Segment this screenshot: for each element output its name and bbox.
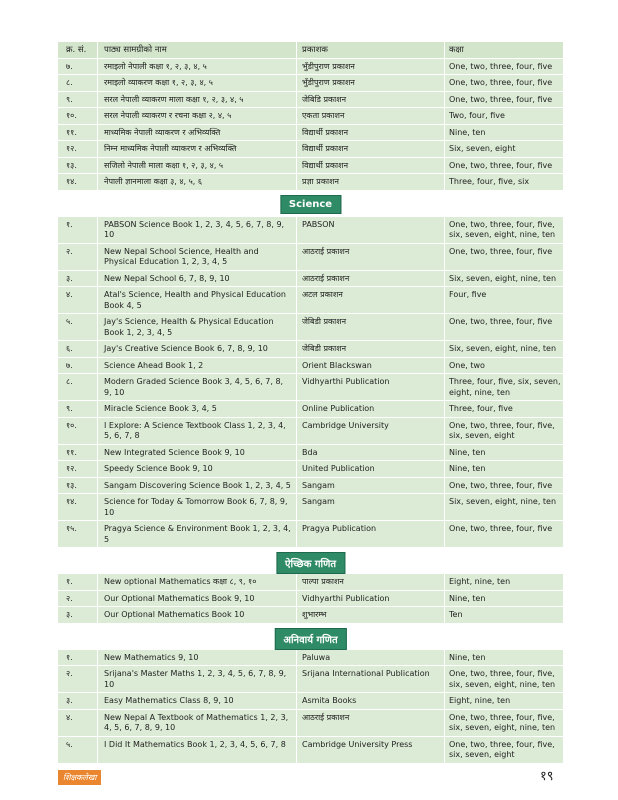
cell-publisher: जेबिडी प्रकाशन [297, 314, 445, 340]
table-row [58, 271, 563, 288]
cell-sn: ३. [58, 271, 98, 287]
cell-title: माध्यमिक नेपाली व्याकरण र अभिव्यक्ति [98, 125, 297, 141]
cell-class: Nine, ten [449, 127, 486, 137]
cell-sn: २. [58, 244, 98, 270]
cell-publisher: Paluwa [297, 650, 445, 666]
cell-publisher: Vidhyarthi Publication [297, 374, 445, 400]
cell-title: New Nepal School Science, Health and Physical Education 1, 2, 3, 4, 5 [98, 244, 297, 270]
cell-sn: ८. [58, 374, 98, 400]
cell-title: Speedy Science Book 9, 10 [98, 461, 297, 477]
cell-title: सरल नेपाली व्याकरण र रचना कक्षा २, ४, ५ [98, 108, 297, 124]
cell-title: Srijana's Master Maths 1, 2, 3, 4, 5, 6, 7, 8, 9, 10 [98, 666, 297, 692]
cell-title: Easy Mathematics Class 8, 9, 10 [98, 693, 297, 709]
table-row [58, 108, 563, 125]
cell-sn: १. [58, 574, 98, 590]
cell-title: Science Ahead Book 1, 2 [98, 358, 297, 374]
table-row [58, 141, 563, 158]
footer-tag: शिक्षकलेखा [58, 770, 101, 785]
cell-publisher: आठराई प्रकाशन [297, 710, 445, 736]
compulsory-math-rows [58, 650, 563, 764]
cell-class: Nine, ten [449, 464, 486, 473]
nepali-rows [58, 59, 563, 191]
section-science [58, 191, 563, 217]
textbook-table [58, 42, 563, 764]
cell-class: One, two, three, four, five, six, seven, eight, nine, ten [449, 219, 556, 239]
cell-sn: ६. [58, 341, 98, 357]
table-row [58, 521, 563, 548]
cell-publisher: विद्यार्थी प्रकाशन [297, 158, 445, 174]
cell-sn: ९. [58, 401, 98, 417]
cell-title: New Mathematics 9, 10 [98, 650, 297, 666]
cell-class: Eight, nine, ten [449, 696, 511, 705]
cell-class: Nine, ten [449, 593, 486, 603]
cell-class: Six, seven, eight, nine, ten [449, 497, 557, 506]
section-optional-math-label: ऐच्छिक गणित [276, 552, 345, 574]
table-row [58, 666, 563, 693]
cell-publisher: Bda [297, 445, 445, 461]
cell-class: One, two, three, four, five [449, 78, 553, 87]
cell-sn: १३. [58, 158, 98, 174]
cell-title: सरल नेपाली व्याकरण माला कक्षा १, २, ३, ४, ५ [98, 92, 297, 108]
section-compulsory-math-label: अनिवार्य गणित [274, 628, 346, 650]
cell-publisher: भुँडीपुराण प्रकाशन [297, 59, 445, 75]
cell-publisher: Cambridge University [297, 418, 445, 444]
cell-sn: १०. [58, 418, 98, 444]
cell-class: Three, four, five [449, 404, 513, 413]
table-header [58, 42, 563, 59]
cell-title: PABSON Science Book 1, 2, 3, 4, 5, 6, 7, 8, 9, 10 [98, 217, 297, 243]
cell-class: One, two, three, four, five [449, 524, 553, 533]
header-publisher: प्रकाशक [297, 42, 445, 58]
cell-publisher: भुँडीपुराण प्रकाशन [297, 75, 445, 91]
table-row [58, 358, 563, 375]
table-row [58, 461, 563, 478]
table-row [58, 591, 563, 608]
cell-class: One, two, three, four, five, six, seven, eight, nine, ten [449, 712, 556, 732]
cell-publisher: विद्यार्थी प्रकाशन [297, 141, 445, 157]
table-row [58, 75, 563, 92]
section-optional-math [58, 548, 563, 574]
table-row [58, 737, 563, 764]
cell-class: Six, seven, eight, nine, ten [449, 344, 557, 353]
cell-sn: ३. [58, 607, 98, 623]
table-row [58, 574, 563, 591]
cell-sn: १०. [58, 108, 98, 124]
header-title: पाठ्य सामग्रीको नाम [98, 42, 297, 58]
cell-publisher: Online Publication [297, 401, 445, 417]
cell-title: Miracle Science Book 3, 4, 5 [98, 401, 297, 417]
cell-title: Pragya Science & Environment Book 1, 2, 3, 4, 5 [98, 521, 297, 547]
cell-title: New Integrated Science Book 9, 10 [98, 445, 297, 461]
cell-publisher: Sangam [297, 494, 445, 520]
cell-title: New Nepal School 6, 7, 8, 9, 10 [98, 271, 297, 287]
cell-sn: १५. [58, 521, 98, 547]
table-row [58, 158, 563, 175]
cell-title: Jay's Creative Science Book 6, 7, 8, 9, 10 [98, 341, 297, 357]
cell-title: Modern Graded Science Book 3, 4, 5, 6, 7, 8, 9, 10 [98, 374, 297, 400]
cell-publisher: Cambridge University Press [297, 737, 445, 763]
table-row [58, 374, 563, 401]
cell-class: One, two, three, four, five [449, 246, 553, 256]
table-row [58, 693, 563, 710]
table-row [58, 445, 563, 462]
cell-sn: ७. [58, 358, 98, 374]
cell-title: निम्न माध्यमिक नेपाली व्याकरण र अभिव्यक्ति [98, 141, 297, 157]
cell-sn: ११. [58, 445, 98, 461]
cell-publisher: United Publication [297, 461, 445, 477]
cell-title: Sangam Discovering Science Book 1, 2, 3, 4, 5 [98, 478, 297, 494]
cell-class: One, two, three, four, five [449, 61, 553, 71]
cell-sn: १. [58, 650, 98, 666]
cell-class: One, two, three, four, five, six, seven, eight [449, 739, 555, 759]
cell-publisher: एकता प्रकाशन [297, 108, 445, 124]
header-class: कक्षा [449, 45, 464, 55]
cell-publisher: प्रज्ञा प्रकाशन [297, 174, 445, 190]
cell-sn: ११. [58, 125, 98, 141]
cell-sn: ५. [58, 737, 98, 763]
cell-class: Six, seven, eight, nine, ten [449, 273, 557, 283]
cell-class: Nine, ten [449, 652, 486, 662]
cell-publisher: जेबिडि प्रकाशन [297, 92, 445, 108]
header-sn: क्र. सं. [58, 42, 98, 58]
cell-class: Ten [449, 610, 463, 619]
table-row [58, 125, 563, 142]
cell-publisher: PABSON [297, 217, 445, 243]
table-row [58, 217, 563, 244]
cell-sn: ८. [58, 75, 98, 91]
cell-publisher: Pragya Publication [297, 521, 445, 547]
cell-class: Three, four, five, six [449, 177, 530, 186]
cell-class: Four, five [449, 290, 487, 299]
cell-title: Science for Today & Tomorrow Book 6, 7, 8, 9, 10 [98, 494, 297, 520]
cell-publisher: Srijana International Publication [297, 666, 445, 692]
cell-title: I Explore: A Science Textbook Class 1, 2, 3, 4, 5, 6, 7, 8 [98, 418, 297, 444]
cell-title: सजिलो नेपाली माला कक्षा १, २, ३, ४, ५ [98, 158, 297, 174]
cell-publisher: Asmita Books [297, 693, 445, 709]
table-row [58, 174, 563, 191]
cell-sn: ४. [58, 710, 98, 736]
cell-publisher: विद्यार्थी प्रकाशन [297, 125, 445, 141]
cell-title: New optional Mathematics कक्षा ८, ९, १० [98, 574, 297, 590]
cell-publisher: जेबिडी प्रकाशन [297, 341, 445, 357]
cell-publisher: Orient Blackswan [297, 358, 445, 374]
table-row [58, 710, 563, 737]
cell-publisher: Vidhyarthi Publication [297, 591, 445, 607]
science-rows [58, 217, 563, 549]
cell-publisher: शुभारम्भ [297, 607, 445, 623]
cell-title: Our Optional Mathematics Book 9, 10 [98, 591, 297, 607]
cell-title: रमाइलो नेपाली कक्षा १, २, ३, ४, ५ [98, 59, 297, 75]
cell-title: Our Optional Mathematics Book 10 [98, 607, 297, 623]
cell-class: Eight, nine, ten [449, 577, 511, 586]
cell-publisher: पाल्पा प्रकाशन [297, 574, 445, 590]
cell-publisher: Sangam [297, 478, 445, 494]
cell-class: One, two, three, four, five [449, 160, 553, 170]
section-compulsory-math [58, 624, 563, 650]
cell-title: Atal's Science, Health and Physical Education Book 4, 5 [98, 287, 297, 313]
cell-publisher: अटल प्रकाशन [297, 287, 445, 313]
cell-class: One, two [449, 360, 485, 370]
cell-title: I Did It Mathematics Book 1, 2, 3, 4, 5, 6, 7, 8 [98, 737, 297, 763]
cell-sn: २. [58, 666, 98, 692]
table-row [58, 401, 563, 418]
cell-class: Six, seven, eight [449, 144, 516, 153]
table-row [58, 314, 563, 341]
table-row [58, 244, 563, 271]
cell-sn: १३. [58, 478, 98, 494]
cell-sn: ७. [58, 59, 98, 75]
cell-class: One, two, three, four, five [449, 94, 553, 104]
cell-title: रमाइलो व्याकरण कक्षा १, २, ३, ४, ५ [98, 75, 297, 91]
table-row [58, 287, 563, 314]
table-row [58, 650, 563, 667]
table-row [58, 607, 563, 624]
cell-publisher: आठराई प्रकाशन [297, 244, 445, 270]
cell-sn: २. [58, 591, 98, 607]
table-row [58, 494, 563, 521]
cell-class: Nine, ten [449, 447, 486, 457]
cell-sn: ४. [58, 287, 98, 313]
table-row [58, 418, 563, 445]
section-science-label: Science [280, 195, 341, 214]
cell-sn: १४. [58, 494, 98, 520]
cell-sn: १४. [58, 174, 98, 190]
cell-title: नेपाली ज्ञानमाला कक्षा ३, ४, ५, ६ [98, 174, 297, 190]
cell-sn: १२. [58, 141, 98, 157]
cell-class: Two, four, five [449, 111, 505, 120]
table-row [58, 341, 563, 358]
optional-math-rows [58, 574, 563, 624]
cell-class: One, two, three, four, five [449, 480, 553, 490]
cell-sn: १. [58, 217, 98, 243]
table-row [58, 92, 563, 109]
table-row [58, 478, 563, 495]
page-number: १९ [540, 769, 554, 784]
cell-class: One, two, three, four, five [449, 317, 553, 326]
cell-class: One, two, three, four, five, six, seven, eight, nine, ten [449, 669, 556, 689]
cell-sn: ५. [58, 314, 98, 340]
cell-publisher: आठराई प्रकाशन [297, 271, 445, 287]
cell-class: One, two, three, four, five, six, seven, eight [449, 420, 555, 440]
cell-class: Three, four, five, six, seven, eight, nine, ten [449, 377, 561, 397]
cell-title: New Nepal A Textbook of Mathematics 1, 2, 3, 4, 5, 6, 7, 8, 9, 10 [98, 710, 297, 736]
cell-sn: ३. [58, 693, 98, 709]
cell-sn: ९. [58, 92, 98, 108]
table-row [58, 59, 563, 76]
cell-title: Jay's Science, Health & Physical Education Book 1, 2, 3, 4, 5 [98, 314, 297, 340]
cell-sn: १२. [58, 461, 98, 477]
